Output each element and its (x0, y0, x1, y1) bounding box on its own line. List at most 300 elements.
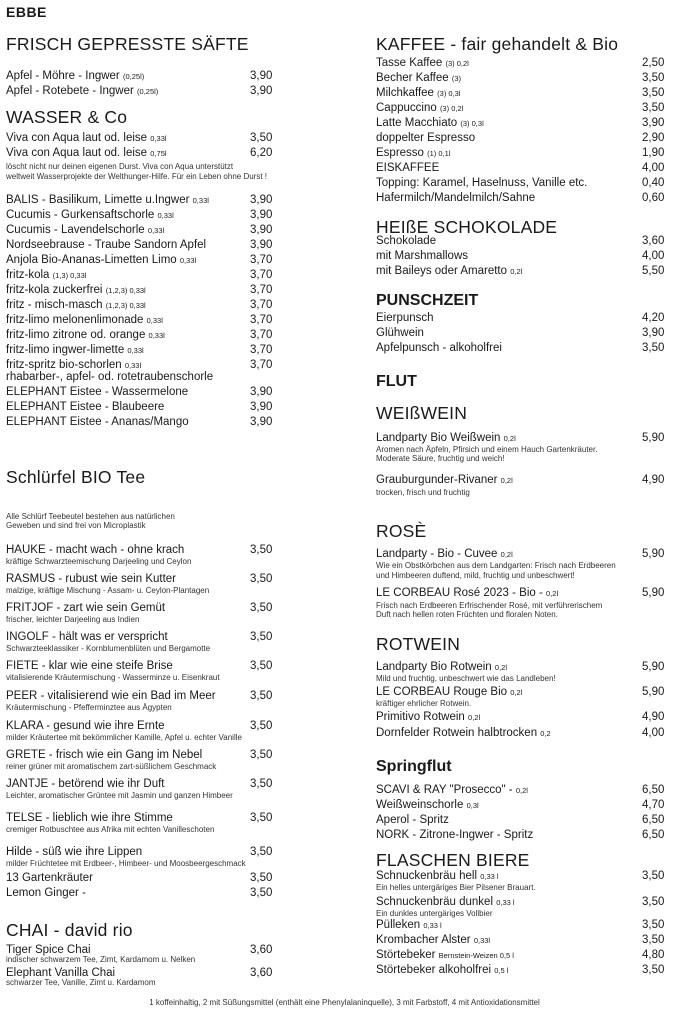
item-name (376, 918, 442, 933)
item-name (6, 659, 173, 674)
menu-item (376, 341, 666, 356)
item-label: FIETE - klar wie eine steife Brise (6, 660, 173, 672)
item-description: Alle Schlürf Teebeutel bestehen aus natürlichen (6, 512, 175, 521)
item-price: 3,50 (250, 132, 273, 144)
menu-item (6, 313, 272, 328)
item-name (376, 101, 463, 116)
item-name (6, 343, 144, 358)
item-size: 0,33 l (480, 872, 499, 881)
menu-item (376, 101, 666, 116)
menu-item (376, 798, 666, 813)
item-size: 0,2l (500, 550, 513, 559)
item-size: 0,33l (148, 331, 165, 340)
menu-item (376, 948, 666, 963)
section-heading: ROSÈ (376, 521, 427, 541)
item-description: Mild und fruchtig, unbeschwert wie das Landleben! (376, 674, 556, 683)
menu-item (6, 777, 272, 792)
item-price: 2,50 (642, 57, 665, 69)
item-label: Schnuckenbräu hell (376, 870, 478, 882)
menu-item (6, 283, 272, 298)
item-price: 3,90 (250, 239, 273, 251)
item-description: Frisch nach Erdbeeren Erfrischender Rosé, mit verführerischem (376, 601, 603, 610)
item-price: 4,70 (642, 799, 665, 811)
item-name (6, 223, 164, 238)
item-name (6, 131, 167, 146)
item-price: 3,50 (642, 342, 665, 354)
item-price: 3,50 (250, 749, 273, 761)
item-price: 3,90 (250, 416, 273, 428)
item-label: fritz - misch-masch (6, 299, 103, 311)
item-name (376, 828, 533, 843)
menu-item (376, 963, 666, 978)
item-name (376, 586, 558, 601)
item-description: Leichter, aromatischer Grüntee mit Jasmin und ganzen Himbeer (6, 791, 233, 800)
item-label: Becher Kaffee (376, 72, 449, 84)
item-name (6, 84, 158, 99)
item-name (376, 249, 468, 264)
item-label: ELEPHANT Eistee - Blaubeere (6, 401, 165, 413)
item-name (376, 473, 513, 488)
item-price: 4,20 (642, 312, 665, 324)
item-size: (3) 0,3l (460, 119, 484, 128)
item-price: 3,90 (642, 117, 665, 129)
menu-item (6, 871, 272, 886)
item-size: 0,33l (192, 196, 209, 205)
item-name (6, 630, 168, 645)
item-label: Störtebeker (376, 949, 436, 961)
item-label: fritz-limo melonenlimonade (6, 314, 144, 326)
item-label: RASMUS - rubust wie sein Kutter (6, 573, 177, 585)
menu-item (6, 601, 272, 616)
menu-item (376, 431, 666, 446)
item-name (376, 161, 439, 176)
item-name (6, 748, 202, 763)
item-price: 3,70 (250, 359, 273, 371)
menu-item (6, 253, 272, 268)
item-size: 0,33l (127, 346, 144, 355)
item-label: Lemon Ginger - (6, 887, 86, 899)
item-name (376, 431, 516, 446)
item-label: Apfel - Möhre - Ingwer (6, 70, 120, 82)
item-price: 3,70 (250, 329, 273, 341)
item-label: fritz-kola (6, 269, 50, 281)
item-label: Milchkaffee (376, 87, 434, 99)
item-label: Landparty - Bio - Cuvee (376, 548, 498, 560)
item-label: Landparty Bio Weißwein (376, 432, 501, 444)
item-name (6, 543, 184, 558)
item-label: Latte Macchiato (376, 117, 458, 129)
item-price: 6,50 (642, 814, 665, 826)
item-size: 0,33 l (496, 898, 515, 907)
menu-item (6, 298, 272, 313)
item-label: Tiger Spice Chai (6, 944, 91, 956)
item-description: Wie ein Obstkörbchen aus dem Landgarten: Frisch nach Erdbeeren (376, 561, 616, 570)
item-name (6, 208, 174, 223)
item-price: 6,20 (250, 147, 273, 159)
menu-item (6, 748, 272, 763)
item-price: 3,90 (250, 401, 273, 413)
item-label: Cappuccino (376, 102, 437, 114)
menu-item (6, 238, 272, 253)
menu-item (6, 223, 272, 238)
item-label: fritz-limo ingwer-limette (6, 344, 125, 356)
item-description: Ein helles untergäriges Bier Pilsener Brauart. (376, 883, 536, 892)
item-name (376, 131, 475, 146)
item-label: Nordseebrause - Traube Sandorn Apfel (6, 239, 207, 251)
item-description: Moderate Säure, fruchtig und weich! (376, 454, 505, 463)
item-price: 3,50 (250, 778, 273, 790)
item-size: 0,2l (510, 267, 523, 276)
item-price: 3,50 (642, 72, 665, 84)
item-price: 5,90 (642, 548, 665, 560)
item-description: Ein dunkles untergäriges Vollbier (376, 909, 493, 918)
menu-item (6, 193, 272, 208)
item-label: KLARA - gesund wie ihre Ernte (6, 720, 165, 732)
item-size: 0,33l (147, 226, 165, 235)
item-price: 3,90 (250, 70, 273, 82)
item-name (6, 601, 165, 616)
item-description: schwarzer Tee, Vanille, Zimt u. Kardamom (6, 978, 156, 987)
item-label: Topping: Karamel, Haselnuss, Vanille etc. (376, 177, 588, 189)
menu-item (6, 370, 272, 385)
item-name (6, 69, 144, 84)
item-label: rhabarber-, apfel- od. rotetraubenschorle (6, 371, 214, 383)
item-size: 0,33l (150, 134, 167, 143)
item-label: FRITJOF - zart wie sein Gemüt (6, 602, 166, 614)
item-price: 3,60 (642, 235, 665, 247)
item-label: 13 Gartenkräuter (6, 872, 93, 884)
item-size: 0,33l (473, 936, 491, 945)
item-size: 0,33l (157, 211, 174, 220)
item-name (376, 963, 508, 978)
item-name (376, 933, 490, 948)
item-size: 0,33l (179, 256, 197, 265)
menu-item (6, 146, 272, 161)
item-label: SCAVI & RAY "Prosecco" - (376, 784, 513, 796)
item-label: Hafermilch/Mandelmilch/Sahne (376, 192, 536, 204)
item-name (6, 328, 165, 343)
menu-item (376, 726, 666, 741)
menu-item (6, 208, 272, 223)
item-description: trocken, frisch und fruchtig (376, 488, 470, 497)
menu-item (6, 659, 272, 674)
item-size: 0,2l (500, 476, 513, 485)
item-price: 4,90 (642, 711, 665, 723)
item-label: Apfel - Rotebete - Ingwer (6, 85, 134, 97)
menu-item (6, 343, 272, 358)
item-price: 2,90 (642, 132, 665, 144)
item-size: (1) 0,1l (427, 149, 451, 158)
menu-item (376, 710, 666, 725)
item-price: 5,90 (642, 661, 665, 673)
item-description: kräftiger ehrlicher Rotwein. (376, 699, 472, 708)
item-size: 0,5 l (494, 966, 509, 975)
item-label: INGOLF - hält was er verspricht (6, 631, 168, 643)
item-size: (3) 0,2l (439, 104, 464, 113)
item-price: 6,50 (642, 829, 665, 841)
menu-item (376, 813, 666, 828)
item-label: Grauburgunder-Rivaner (376, 474, 498, 486)
item-size: 0,2l (515, 786, 528, 795)
menu-item (376, 86, 666, 101)
item-description: Schwarzteeklassiker - Kornblumenblüten und Bergamotte (6, 644, 211, 653)
menu-item (376, 326, 666, 341)
item-label: fritz-kola zuckerfrei (6, 284, 103, 296)
item-name (376, 176, 587, 191)
item-size: 0,2l (494, 663, 508, 672)
item-label: Landparty Bio Rotwein (376, 661, 492, 673)
menu-item (376, 176, 666, 191)
item-name (376, 56, 469, 71)
item-size: (1,2,3) 0,33l (105, 301, 146, 310)
item-price: 3,50 (250, 602, 273, 614)
item-price: 6,50 (642, 784, 665, 796)
menu-item (6, 268, 272, 283)
item-label: Elephant Vanilla Chai (6, 967, 116, 979)
menu-item (6, 84, 272, 99)
item-size: 0,33l (146, 316, 163, 325)
menu-item (376, 234, 666, 249)
item-price: 3,50 (250, 631, 273, 643)
item-label: doppelter Espresso (376, 132, 476, 144)
menu-item (6, 385, 272, 400)
section-heading: HEIßE SCHOKOLADE (376, 217, 558, 237)
item-price: 0,40 (642, 177, 665, 189)
item-description: indischer schwarzem Tee, Zimt, Kardamom u. Nelken (6, 955, 196, 964)
menu-item (376, 161, 666, 176)
item-name (6, 146, 167, 161)
menu-item (6, 543, 272, 558)
item-price: 3,70 (250, 284, 273, 296)
menu-item (376, 473, 666, 488)
item-size: 0,2l (503, 434, 516, 443)
item-label: Eierpunsch (376, 312, 434, 324)
item-name (6, 385, 188, 400)
item-price: 3,50 (250, 660, 273, 672)
item-size: (1,3) 0,33l (52, 271, 87, 280)
footnote: 1 koffeinhaltig, 2 mit Süßungsmittel (enthält eine Phenylalaninquelle), 3 mit Farbstoff, 4 mit Antioxidationsmittel (149, 998, 540, 1007)
item-name (6, 253, 196, 268)
item-label: PEER - vitalisierend wie ein Bad im Meer (6, 690, 216, 702)
item-label: ELEPHANT Eistee - Wassermelone (6, 386, 189, 398)
item-name (376, 948, 514, 963)
menu-item (376, 116, 666, 131)
menu-item (376, 918, 666, 933)
section-heading: Schlürfel BIO Tee (6, 467, 146, 487)
item-size: 0,2 (540, 729, 551, 738)
item-size: 0,33l (124, 361, 142, 370)
item-size: (3) 0,3l (437, 89, 461, 98)
item-price: 3,70 (250, 314, 273, 326)
item-price: 3,50 (642, 964, 665, 976)
item-price: 3,50 (642, 87, 665, 99)
item-name (376, 234, 436, 249)
item-name (6, 845, 142, 860)
section-heading: WASSER & Co (6, 107, 128, 127)
menu-item (6, 689, 272, 704)
item-name (6, 689, 216, 704)
menu-item (376, 828, 666, 843)
section-heading: Springflut (376, 758, 452, 775)
menu-item (376, 56, 666, 71)
item-label: HAUKE - macht wach - ohne krach (6, 544, 185, 556)
menu-item (376, 131, 666, 146)
menu-item (376, 264, 666, 279)
item-price: 4,00 (642, 250, 665, 262)
menu-item (6, 811, 272, 826)
item-label: JANTJE - betörend wie ihr Duft (6, 778, 165, 790)
item-price: 4,90 (642, 474, 665, 486)
item-price: 3,50 (642, 870, 665, 882)
item-label: Schokolade (376, 235, 437, 247)
menu-item (376, 71, 666, 86)
item-label: Primitivo Rotwein (376, 711, 465, 723)
item-price: 3,70 (250, 344, 273, 356)
item-price: 3,60 (250, 944, 273, 956)
item-description: Duft nach hellen roten Früchten und floralen Noten. (376, 610, 558, 619)
item-name (6, 415, 189, 430)
item-label: Viva con Aqua laut od. leise (6, 147, 148, 159)
item-price: 0,60 (642, 192, 665, 204)
item-price: 3,50 (642, 919, 665, 931)
item-label: LE CORBEAU Rouge Bio (376, 686, 508, 698)
item-price: 3,50 (250, 812, 273, 824)
item-description: frischer, leichter Darjeeling aus Indien (6, 615, 140, 624)
item-size: 0,75l (150, 149, 167, 158)
item-price: 3,90 (250, 209, 273, 221)
item-description: weltweit Wasserprojekte der Welthunger-Hilfe. Für ein Leben ohne Durst ! (6, 172, 268, 181)
menu-item (376, 249, 666, 264)
item-label: Anjola Bio-Ananas-Limetten Limo (6, 254, 177, 266)
menu-item (6, 400, 272, 415)
item-price: 3,50 (250, 690, 273, 702)
item-name (6, 886, 86, 901)
item-label: Schnuckenbräu dunkel (376, 896, 493, 908)
item-description: Kräutermischung - Pfefferminztee aus Ägypten (6, 703, 172, 712)
item-price: 3,70 (250, 269, 273, 281)
item-price: 3,50 (250, 846, 273, 858)
item-description: milder Kräutertee mit bekömmlicher Kamille, Apfel u. echter Vanille (6, 733, 242, 742)
menu-item (6, 69, 272, 84)
item-name (376, 86, 461, 101)
item-name (6, 871, 93, 886)
item-name (376, 264, 522, 279)
item-price: 3,50 (642, 896, 665, 908)
item-label: LE CORBEAU Rosé 2023 - Bio - (376, 587, 543, 599)
item-price: 4,00 (642, 727, 665, 739)
menu-item (6, 886, 272, 901)
item-name (6, 298, 146, 313)
item-name (376, 660, 507, 675)
item-description: milder Früchtetee mit Erdbeer-, Himbeer- und Moosbeergeschmack (6, 859, 246, 868)
item-label: Störtebeker alkoholfrei (376, 964, 492, 976)
item-size: 0,33 l (423, 921, 442, 930)
item-name (6, 268, 86, 283)
item-name (376, 311, 434, 326)
item-name (376, 783, 528, 798)
item-price: 3,90 (250, 194, 273, 206)
item-price: 3,60 (250, 967, 273, 979)
menu-item (376, 685, 666, 700)
section-heading: ROTWEIN (376, 634, 461, 654)
item-size: (3) (451, 74, 462, 83)
item-price: 3,50 (250, 872, 273, 884)
item-price: 3,50 (250, 887, 273, 899)
item-price: 3,70 (250, 299, 273, 311)
item-description: Aromen nach Äpfeln, Pfirsich und einem Hauch Gartenkräuter. (376, 445, 598, 454)
menu-item (376, 783, 666, 798)
item-label: Tasse Kaffee (376, 57, 443, 69)
section-heading: FRISCH GEPRESSTE SÄFTE (6, 34, 249, 54)
item-description: Geweben und sind frei von Microplastik (6, 521, 146, 530)
item-label: Aperol - Spritz (376, 814, 449, 826)
menu-item (6, 630, 272, 645)
item-label: Viva con Aqua laut od. leise (6, 132, 148, 144)
item-name (376, 547, 513, 562)
menu-item (376, 895, 666, 910)
item-price: 5,50 (642, 265, 665, 277)
menu-item (376, 547, 666, 562)
item-description: reiner grüner mit aromatischem zart-süßlichem Geschmack (6, 762, 217, 771)
item-price: 3,90 (642, 327, 665, 339)
item-price: 3,50 (250, 573, 273, 585)
item-name (6, 811, 173, 826)
item-price: 3,50 (642, 102, 665, 114)
item-label: NORK - Zitrone-Ingwer - Spritz (376, 829, 534, 841)
ebbe-label: EBBE (6, 4, 47, 20)
item-size: 0,2l (468, 713, 481, 722)
item-label: Cucumis - Lavendelschorle (6, 224, 145, 236)
item-label: Hilde - süß wie ihre Lippen (6, 846, 143, 858)
item-size: 0,2l (546, 589, 559, 598)
item-price: 4,80 (642, 949, 665, 961)
item-size: 0,2l (510, 688, 523, 697)
item-name (6, 283, 146, 298)
item-size: (0,25l) (122, 72, 145, 81)
item-description: kräftige Schwarzteemischung Darjeeling und Ceylon (6, 557, 192, 566)
item-name (376, 685, 522, 700)
item-price: 3,50 (642, 934, 665, 946)
item-label: Cucumis - Gurkensaftschorle (6, 209, 155, 221)
item-name (6, 572, 176, 587)
menu-item (376, 191, 666, 206)
item-price: 5,90 (642, 432, 665, 444)
menu-item (376, 146, 666, 161)
item-description: vitalisierende Kräutermischung - Wasserminze u. Eisenkraut (6, 673, 220, 682)
item-description: löscht nicht nur deinen eigenen Durst. Viva con Aqua unterstützt (6, 162, 234, 171)
item-label: Apfelpunsch - alkoholfrei (376, 342, 502, 354)
item-name (6, 238, 206, 253)
menu-item (376, 933, 666, 948)
item-label: Krombacher Alster (376, 934, 471, 946)
item-description: cremiger Rotbuschtee aus Afrika mit echten Vanilleschoten (6, 825, 215, 834)
item-size: Bernstein-Weizen 0,5 l (438, 951, 514, 960)
menu-item (6, 328, 272, 343)
item-size: (0,25l) (137, 87, 159, 96)
item-name (6, 777, 165, 792)
item-size: (1,2,3) 0,33l (105, 286, 146, 295)
item-label: fritz-limo zitrone od. orange (6, 329, 146, 341)
item-label: fritz-spritz bio-schorlen (6, 359, 122, 371)
item-price: 3,50 (250, 720, 273, 732)
item-name (376, 146, 450, 161)
item-price: 3,90 (250, 85, 273, 97)
item-price: 5,90 (642, 587, 665, 599)
item-name (376, 191, 535, 206)
item-price: 1,90 (642, 147, 665, 159)
item-label: Glühwein (376, 327, 424, 339)
item-name (376, 726, 551, 741)
